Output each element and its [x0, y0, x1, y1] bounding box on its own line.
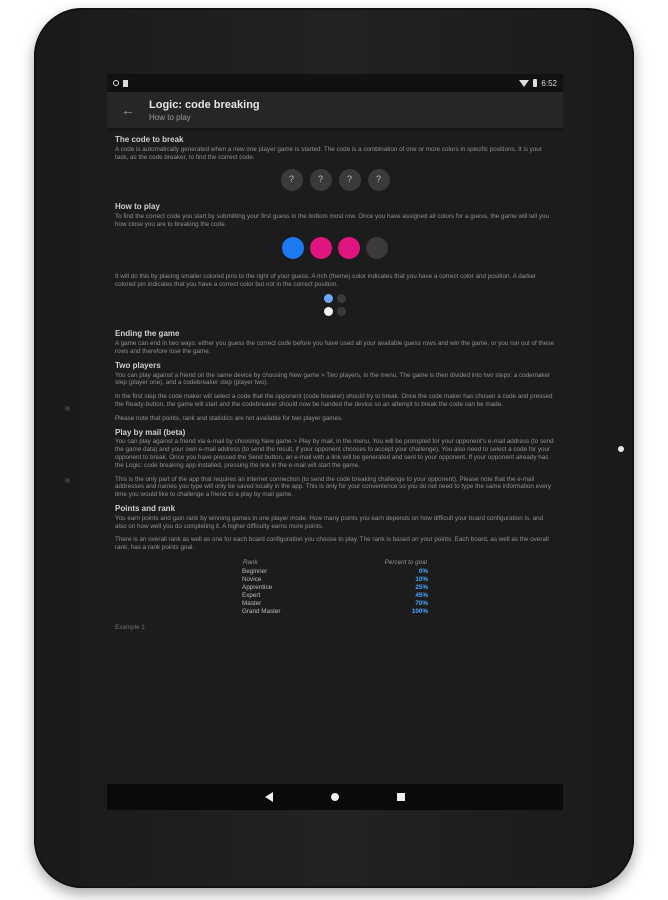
battery-icon — [533, 79, 537, 87]
section-text: You can play against a friend via e-mail by choosing New game > Play by mail, in the menu. You will be prompted for your opponent's e-mail address (to send the game data) and your own e-mail address (to send the result, if your opponent chooses to accept your challenge). You also need to select a code for your opponent to break. Once you have pressed the Send button, an e-mail with a link will be generated and sent to your opponent. If your opponent already has the Logic: code breaking app installed, pressing the link in the e-mail will start the game. — [115, 438, 554, 469]
section-text: There is an overall rank as well as one for each board configuration you choose to play. The rank is based on your points. Each board, as well as the overall rank, has a rank points goal. — [115, 536, 549, 552]
section-how-to-play — [115, 203, 555, 316]
hidden-code-slot: ? — [339, 169, 361, 191]
section-text: This is the only part of the app that requires an internet connection (to send the code breaking challenge to your opponent). Please note that the e-mail addresses and names you type will only be saved locally in the app. This is only for your convenience so you do not need to type the same information every time you would like to challenge a friend to a play by mail game. — [115, 475, 552, 499]
guess-peg — [338, 237, 360, 259]
rank-name: Master — [242, 599, 262, 607]
section-points-rank — [115, 505, 555, 632]
section-heading: How to play — [115, 202, 160, 212]
table-row — [242, 576, 428, 584]
section-heading: Points and rank — [115, 503, 176, 513]
table-row — [242, 584, 428, 592]
rank-name: Apprentice — [242, 583, 273, 591]
section-text: A code is automatically generated when a new one player game is started. The code is a combination of one or more colors in specific positions. It is your task, as the code breaker, to find the correct code. — [115, 145, 542, 161]
help-content[interactable] — [107, 128, 563, 632]
section-ending — [115, 330, 555, 355]
back-arrow-icon[interactable]: ← — [121, 102, 135, 118]
section-text: Please note that points, rank and statistics are not available for two player games. — [115, 414, 343, 422]
rank-name: Beginner — [242, 567, 268, 575]
nav-home-icon[interactable] — [331, 793, 339, 801]
section-heading: Ending the game — [115, 329, 180, 339]
nav-back-icon[interactable] — [265, 792, 273, 802]
app-bar — [107, 92, 563, 128]
nav-recents-icon[interactable] — [397, 793, 405, 801]
rank-percent: 25% — [415, 583, 428, 591]
side-button — [65, 478, 70, 483]
example-label: Example 1: — [115, 623, 147, 631]
section-two-players — [115, 362, 555, 423]
rank-header: Rank — [243, 558, 258, 566]
notification-icon — [113, 80, 119, 86]
status-bar — [107, 74, 563, 92]
front-sensor — [618, 446, 624, 452]
section-text: In the first step the code maker will select a code that the opponent (code breaker) should try to break. Once the code maker has chosen a code and pressed the Ready-button, the game will start and the codebreaker should now be handed the device so an attempt to break the code can be made. — [115, 393, 553, 408]
section-code-to-break — [115, 136, 555, 191]
rank-table — [242, 558, 428, 616]
navigation-bar — [107, 784, 563, 810]
section-text: It will do this by placing smaller colored pins to the right of your guess. A rich (theme) color indicates that you have a correct color and position. A darker colored pin indicates that you have a correct color but not in the correct position. — [115, 272, 537, 288]
sd-card-icon — [123, 80, 128, 87]
section-text: A game can end in two ways: either you guess the correct code before you have used all your available guess rows and win the game, or you run out of these rows and therefore lose the game. — [115, 340, 554, 355]
feedback-pin — [324, 294, 333, 303]
section-text: You earn points and gain rank by winning games in one player mode. How many points you earn depends on how difficult your board configuration is, and also on how well you do completing it. A higher difficulty earns more points. — [115, 514, 544, 530]
hidden-code-slot: ? — [368, 169, 390, 191]
section-heading: The code to break — [115, 135, 184, 144]
table-row — [242, 608, 428, 616]
rank-name: Novice — [242, 575, 262, 583]
section-text: To find the correct code you start by submitting your first guess in the bottom most row. Once you have assigned all colors for a guess, the game will tell you how close you are to breaking the code. — [115, 213, 549, 228]
example-guess-row — [115, 237, 555, 259]
rank-name: Expert — [242, 591, 261, 599]
side-button — [65, 406, 70, 411]
feedback-pin — [337, 307, 346, 316]
rank-percent: 100% — [411, 607, 428, 615]
table-row — [242, 568, 428, 576]
app-subtitle: How to play — [149, 112, 191, 122]
rank-percent: 45% — [415, 591, 428, 599]
app-title: Logic: code breaking — [149, 98, 260, 111]
code-slots — [115, 169, 555, 191]
feedback-pin — [324, 307, 333, 316]
hidden-code-slot: ? — [281, 169, 303, 191]
wifi-icon — [519, 80, 529, 87]
section-text: You can play against a friend on the same device by choosing New game > Two players, in the menu. The game is then divided into two steps: a codemaker step (player one), and a codebreaker step (player two). — [115, 371, 551, 387]
section-heading: Two players — [115, 360, 161, 370]
guess-peg — [282, 237, 304, 259]
guess-peg — [366, 237, 388, 259]
percent-header: Percent to goal — [384, 558, 427, 566]
guess-peg — [310, 237, 332, 259]
feedback-pins — [115, 294, 555, 316]
rank-percent: 70% — [415, 599, 428, 607]
section-play-by-mail — [115, 429, 555, 499]
section-heading: Play by mail (beta) — [115, 427, 186, 437]
device-screen — [107, 74, 563, 810]
status-time: 6:52 — [541, 78, 557, 88]
rank-name: Grand Master — [242, 607, 281, 615]
table-row — [242, 600, 428, 608]
table-row — [242, 592, 428, 600]
rank-percent: 0% — [418, 567, 428, 575]
feedback-pin — [337, 294, 346, 303]
hidden-code-slot: ? — [310, 169, 332, 191]
rank-percent: 10% — [415, 575, 428, 583]
